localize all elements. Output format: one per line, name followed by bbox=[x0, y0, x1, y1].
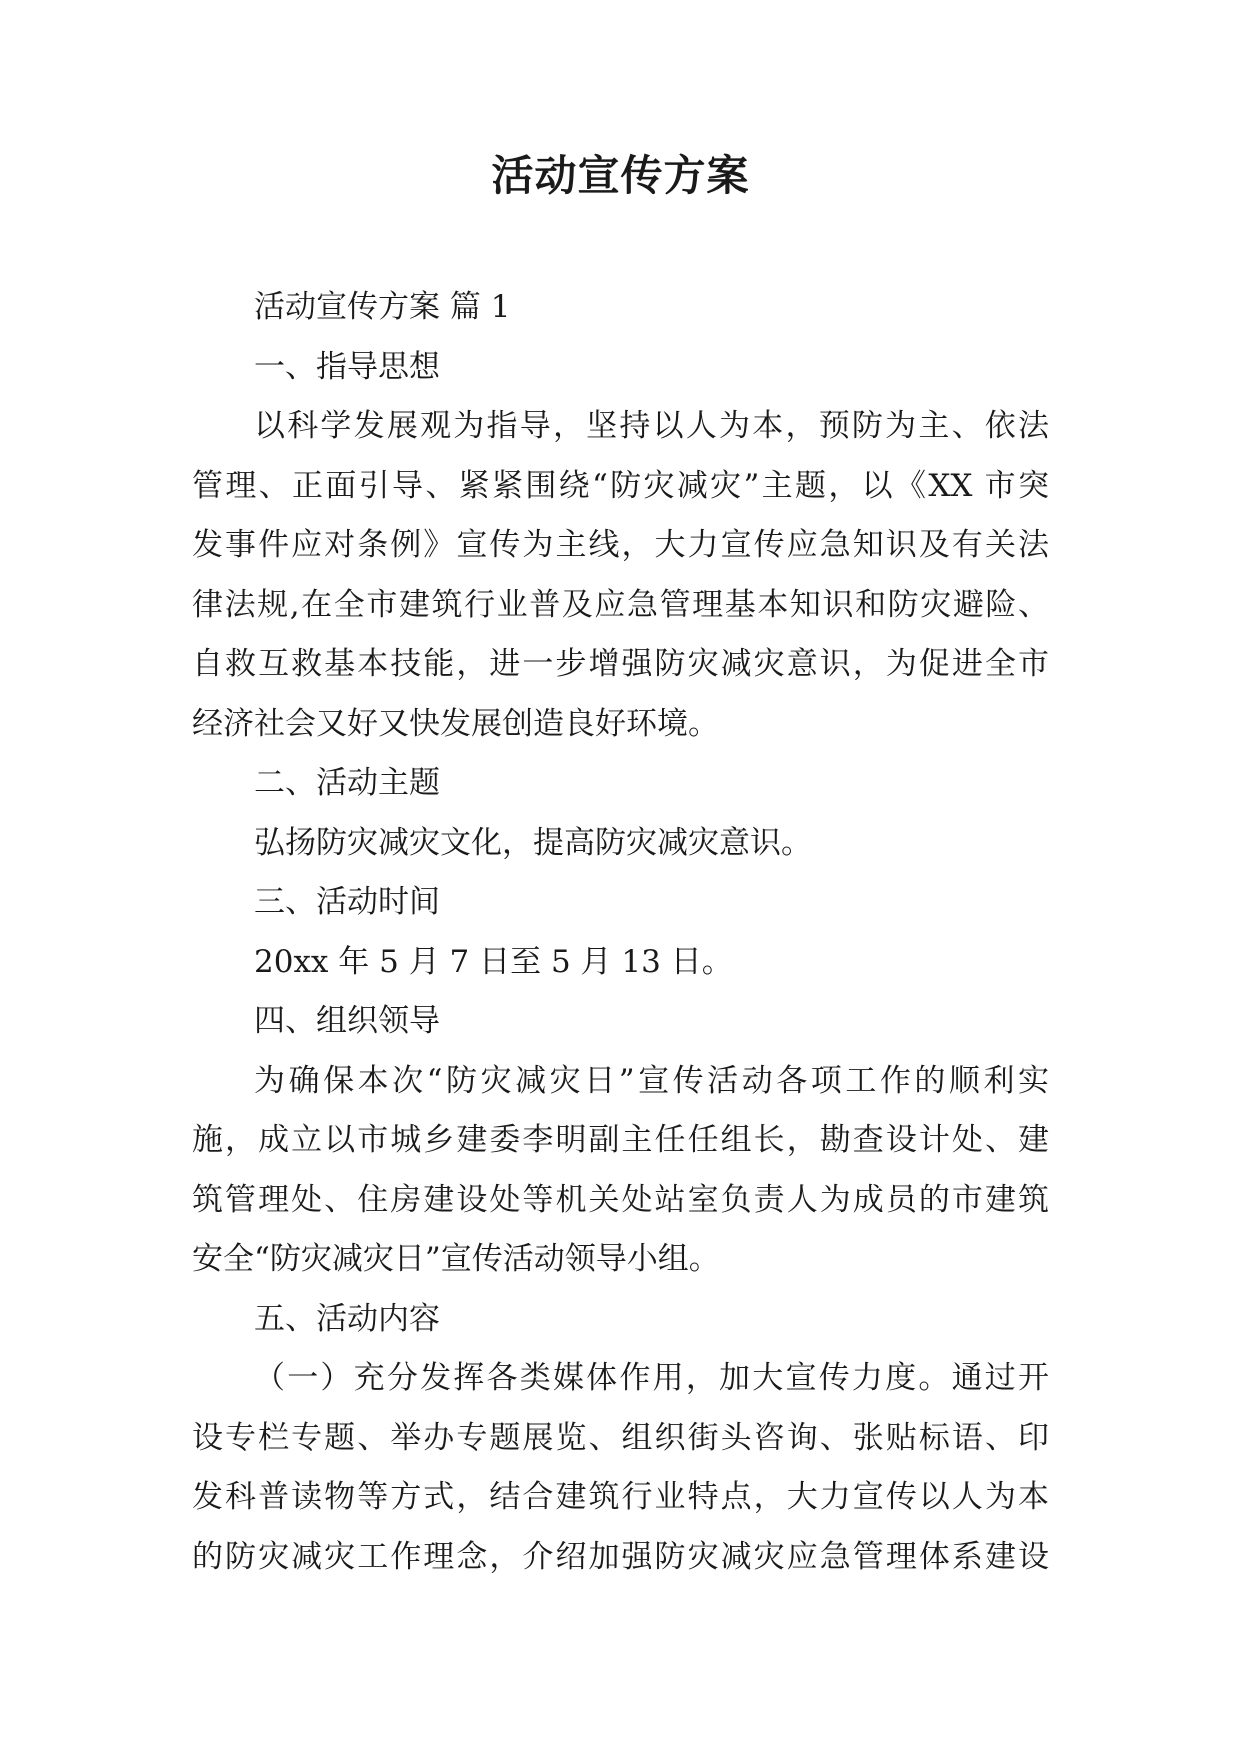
line-text: 四、组织领导 bbox=[254, 1003, 440, 1039]
document-title: 活动宣传方案 bbox=[491, 151, 750, 200]
line-text: 施，成立以市城乡建委李明副主任任组长，勘查设计处、建 bbox=[192, 1122, 1049, 1158]
line-text: 20xx 年 5 月 7 日至 5 月 13 日。 bbox=[254, 943, 733, 980]
line-text: 活动宣传方案 篇 1 bbox=[254, 289, 511, 325]
line-text: 设专栏专题、举办专题展览、组织街头咨询、张贴标语、印 bbox=[192, 1419, 1049, 1456]
line-text: 三、活动时间 bbox=[254, 884, 440, 920]
line-text: （一）充分发挥各类媒体作用，加大宣传力度。通过开 bbox=[254, 1360, 1049, 1396]
line-text: 发事件应对条例》宣传为主线，大力宣传应急知识及有关法 bbox=[192, 527, 1049, 563]
line-text: 筑管理处、住房建设处等机关处站室负责人为成员的市建筑 bbox=[192, 1181, 1049, 1218]
line-text: 管理、正面引导、紧紧围绕“防灾减灾”主题，以《XX 市突 bbox=[192, 467, 1049, 504]
line-text: 律法规,在全市建筑行业普及应急管理基本知识和防灾避险、 bbox=[192, 586, 1049, 623]
line-text: 经济社会又好又快发展创造良好环境。 bbox=[192, 705, 719, 742]
line-text: 自救互救基本技能，进一步增强防灾减灾意识，为促进全市 bbox=[192, 646, 1049, 682]
line-text: 的防灾减灾工作理念，介绍加强防灾减灾应急管理体系建设 bbox=[192, 1538, 1049, 1575]
line-text: 安全“防灾减灾日”宣传活动领导小组。 bbox=[192, 1241, 720, 1277]
line-text: 以科学发展观为指导，坚持以人为本，预防为主、依法 bbox=[254, 408, 1049, 444]
line-text: 为确保本次“防灾减灾日”宣传活动各项工作的顺利实 bbox=[254, 1062, 1049, 1099]
line-text: 发科普读物等方式，结合建筑行业特点，大力宣传以人为本 bbox=[192, 1479, 1049, 1515]
line-text: 一、指导思想 bbox=[254, 348, 440, 385]
line-text: 弘扬防灾减灾文化，提高防灾减灾意识。 bbox=[254, 824, 812, 861]
line-text: 二、活动主题 bbox=[254, 765, 440, 801]
line-text: 五、活动内容 bbox=[254, 1300, 440, 1337]
